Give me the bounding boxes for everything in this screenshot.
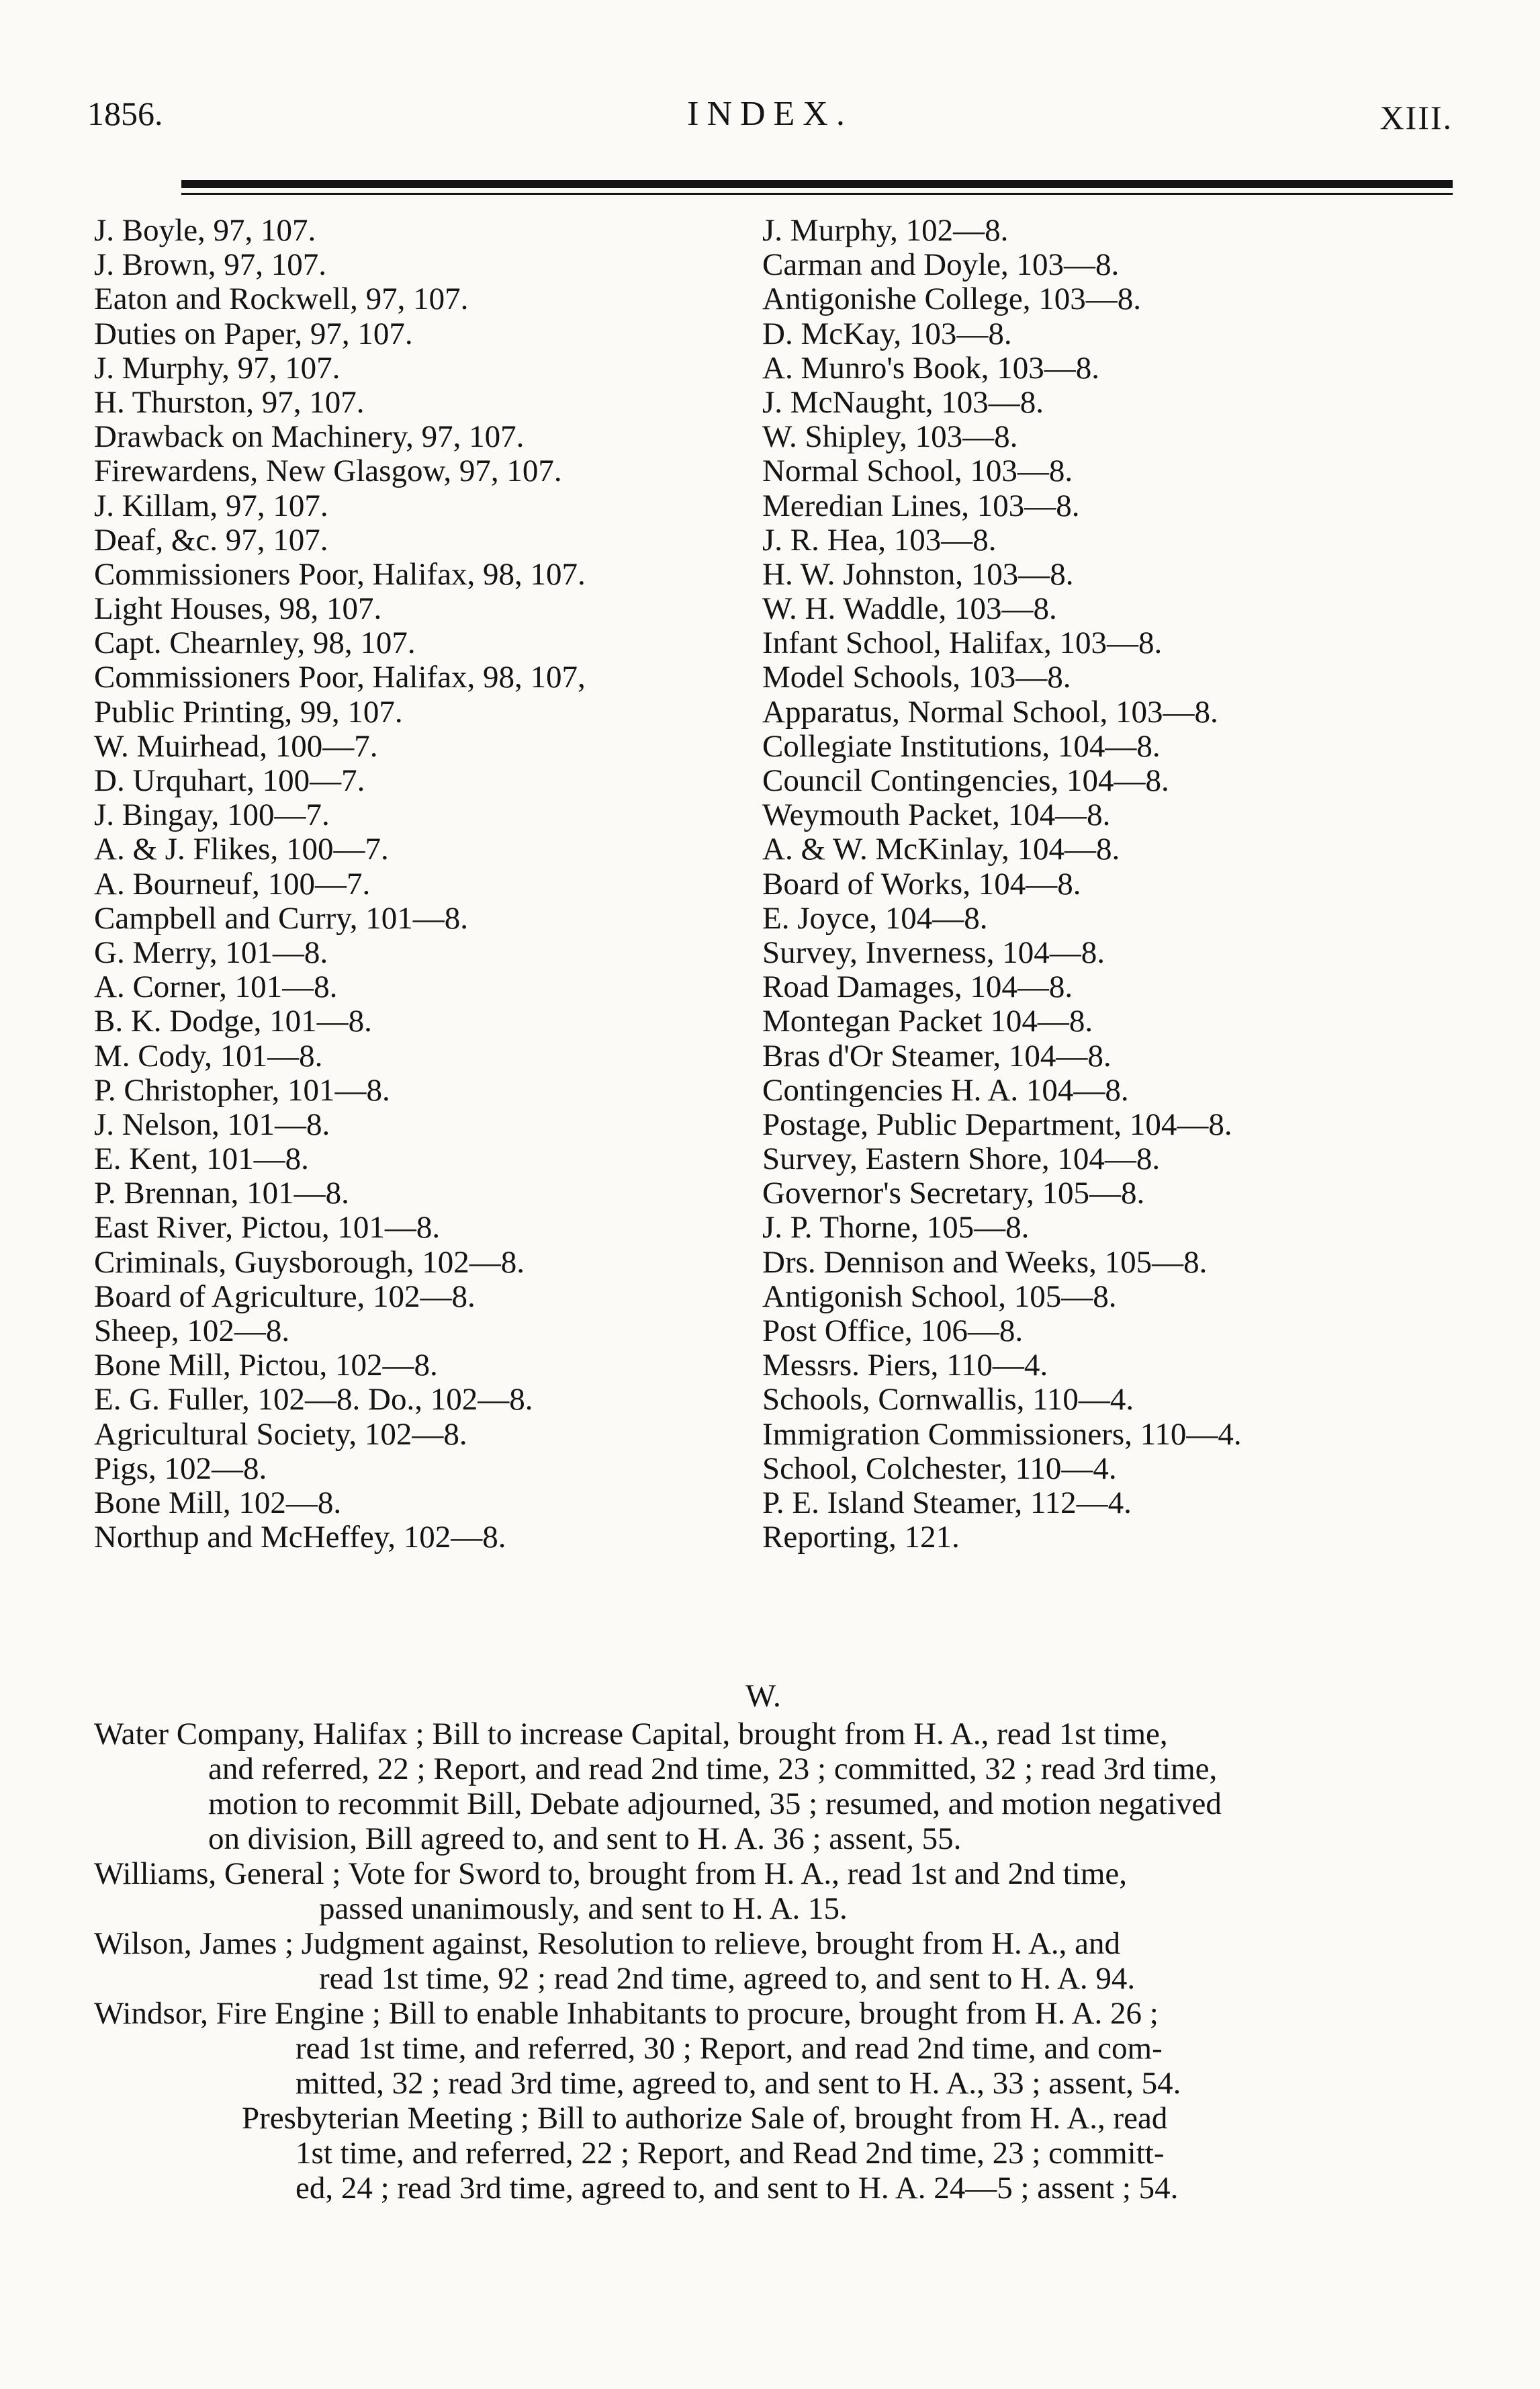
index-item: Eaton and Rockwell, 97, 107.	[94, 281, 469, 317]
index-item: A. Munro's Book, 103—8.	[762, 350, 1099, 386]
index-item: Schools, Cornwallis, 110—4.	[762, 1382, 1134, 1418]
index-item: J. P. Thorne, 105—8.	[762, 1210, 1030, 1246]
index-item: Contingencies H. A. 104—8.	[762, 1072, 1129, 1108]
entry-line: read 1st time, and referred, 30 ; Report, and read 2nd time, and com-	[296, 2031, 1163, 2066]
entry-presbyterian	[94, 2101, 1431, 2206]
index-item: Firewardens, New Glasgow, 97, 107.	[94, 453, 562, 489]
index-item: Northup and McHeffey, 102—8.	[94, 1520, 506, 1555]
index-item: J. McNaught, 103—8.	[762, 384, 1044, 420]
index-item: E. Joyce, 104—8.	[762, 900, 988, 936]
index-item: Montegan Packet 104—8.	[762, 1004, 1093, 1039]
entry-line: Williams, General ; Vote for Sword to, brought from H. A., read 1st and 2nd time,	[94, 1856, 1127, 1891]
index-item: Board of Works, 104—8.	[762, 866, 1081, 902]
index-item: Public Printing, 99, 107.	[94, 694, 403, 730]
entry-line: 1st time, and referred, 22 ; Report, and Read 2nd time, 23 ; committ-	[296, 2136, 1165, 2171]
index-item: W. Shipley, 103—8.	[762, 419, 1018, 455]
entry-line: and referred, 22 ; Report, and read 2nd time, 23 ; committed, 32 ; read 3rd time,	[208, 1751, 1218, 1786]
index-item: Survey, Inverness, 104—8.	[762, 935, 1105, 970]
index-item: J. R. Hea, 103—8.	[762, 522, 997, 558]
index-item: Commissioners Poor, Halifax, 98, 107.	[94, 556, 586, 592]
entry-line: read 1st time, 92 ; read 2nd time, agreed to, and sent to H. A. 94.	[319, 1961, 1136, 1996]
index-item: J. Boyle, 97, 107.	[94, 213, 316, 248]
index-entries	[94, 1717, 1431, 2206]
entry-line: Wilson, James ; Judgment against, Resolution to relieve, brought from H. A., and	[94, 1926, 1121, 1961]
entry-line: motion to recommit Bill, Debate adjourned, 35 ; resumed, and motion negatived	[208, 1786, 1222, 1821]
index-item: J. Nelson, 101—8.	[94, 1106, 330, 1142]
index-item: Meredian Lines, 103—8.	[762, 488, 1080, 523]
index-item: Agricultural Society, 102—8.	[94, 1416, 467, 1452]
index-item: Antigonish School, 105—8.	[762, 1278, 1117, 1314]
entry-line: on division, Bill agreed to, and sent to H. A. 36 ; assent, 55.	[208, 1821, 962, 1856]
entry-williams	[94, 1856, 1431, 1926]
index-item: Pigs, 102—8.	[94, 1450, 267, 1486]
index-right-column	[762, 214, 1242, 1555]
index-item: H. Thurston, 97, 107.	[94, 384, 365, 420]
index-item: Model Schools, 103—8.	[762, 660, 1071, 695]
index-item: Bone Mill, Pictou, 102—8.	[94, 1348, 438, 1383]
index-item: M. Cody, 101—8.	[94, 1038, 323, 1074]
index-item: Messrs. Piers, 110—4.	[762, 1348, 1048, 1383]
index-item: H. W. Johnston, 103—8.	[762, 556, 1074, 592]
index-item: Infant School, Halifax, 103—8.	[762, 625, 1163, 661]
index-item: A. & W. McKinlay, 104—8.	[762, 832, 1120, 867]
entry-wilson	[94, 1926, 1431, 1996]
index-item: A. & J. Flikes, 100—7.	[94, 832, 389, 867]
index-item: Collegiate Institutions, 104—8.	[762, 728, 1161, 764]
index-item: Carman and Doyle, 103—8.	[762, 247, 1120, 283]
index-item: J. Bingay, 100—7.	[94, 797, 330, 833]
index-item: P. Brennan, 101—8.	[94, 1176, 349, 1211]
entry-windsor	[94, 1996, 1431, 2101]
index-item: D. Urquhart, 100—7.	[94, 763, 365, 798]
index-item: E. Kent, 101—8.	[94, 1141, 309, 1177]
index-item: Governor's Secretary, 105—8.	[762, 1176, 1145, 1211]
page-number: XIII.	[1379, 99, 1453, 136]
index-item: Postage, Public Department, 104—8.	[762, 1106, 1232, 1142]
index-item: Duties on Paper, 97, 107.	[94, 316, 413, 351]
index-item: J. Murphy, 97, 107.	[94, 350, 341, 386]
index-left-column	[94, 214, 586, 1555]
index-item: Reporting, 121.	[762, 1520, 960, 1555]
index-item: Light Houses, 98, 107.	[94, 591, 382, 627]
index-item: Normal School, 103—8.	[762, 453, 1073, 489]
index-item: Apparatus, Normal School, 103—8.	[762, 694, 1218, 730]
index-item: E. G. Fuller, 102—8. Do., 102—8.	[94, 1382, 533, 1418]
header-rule-thick	[181, 180, 1453, 188]
index-item: G. Merry, 101—8.	[94, 935, 328, 970]
index-item: Campbell and Curry, 101—8.	[94, 900, 468, 936]
index-item: B. K. Dodge, 101—8.	[94, 1004, 372, 1039]
index-item: W. Muirhead, 100—7.	[94, 728, 378, 764]
entry-water-company	[94, 1717, 1431, 1856]
page-title: INDEX.	[687, 95, 853, 133]
entry-line: ed, 24 ; read 3rd time, agreed to, and sent to H. A. 24—5 ; assent ; 54.	[296, 2171, 1179, 2206]
index-item: Survey, Eastern Shore, 104—8.	[762, 1141, 1161, 1177]
index-item: D. McKay, 103—8.	[762, 316, 1012, 351]
index-item: J. Murphy, 102—8.	[762, 213, 1009, 248]
index-item: J. Brown, 97, 107.	[94, 247, 326, 283]
index-item: Council Contingencies, 104—8.	[762, 763, 1169, 798]
entry-line: Windsor, Fire Engine ; Bill to enable Inhabitants to procure, brought from H. A. 26 ;	[94, 1996, 1159, 2031]
index-item: School, Colchester, 110—4.	[762, 1450, 1117, 1486]
entry-line: Presbyterian Meeting ; Bill to authorize Sale of, brought from H. A., read	[242, 2101, 1168, 2136]
index-item: Capt. Chearnley, 98, 107.	[94, 625, 416, 661]
index-item: Sheep, 102—8.	[94, 1313, 290, 1348]
entry-line: mitted, 32 ; read 3rd time, agreed to, and sent to H. A., 33 ; assent, 54.	[296, 2066, 1181, 2101]
index-item: W. H. Waddle, 103—8.	[762, 591, 1057, 627]
entry-line: passed unanimously, and sent to H. A. 15.	[319, 1891, 848, 1926]
index-item: J. Killam, 97, 107.	[94, 488, 328, 523]
index-item: Commissioners Poor, Halifax, 98, 107,	[94, 660, 586, 695]
index-item: Post Office, 106—8.	[762, 1313, 1024, 1348]
index-item: Weymouth Packet, 104—8.	[762, 797, 1111, 833]
index-item: Antigonishe College, 103—8.	[762, 281, 1141, 317]
index-item: Deaf, &c. 97, 107.	[94, 522, 328, 558]
index-item: A. Corner, 101—8.	[94, 969, 338, 1005]
index-item: Road Damages, 104—8.	[762, 969, 1073, 1005]
page-year: 1856.	[87, 95, 163, 132]
index-item: Bone Mill, 102—8.	[94, 1485, 342, 1520]
index-item: Drs. Dennison and Weeks, 105—8.	[762, 1244, 1208, 1280]
page-header	[87, 94, 1453, 148]
index-item: Immigration Commissioners, 110—4.	[762, 1416, 1242, 1452]
index-item: Board of Agriculture, 102—8.	[94, 1278, 475, 1314]
index-item: P. Christopher, 101—8.	[94, 1072, 390, 1108]
index-item: P. E. Island Steamer, 112—4.	[762, 1485, 1132, 1520]
index-item: A. Bourneuf, 100—7.	[94, 866, 371, 902]
entry-line: Water Company, Halifax ; Bill to increase Capital, brought from H. A., read 1st time,	[94, 1717, 1168, 1751]
index-item: East River, Pictou, 101—8.	[94, 1210, 441, 1246]
index-item: Drawback on Machinery, 97, 107.	[94, 419, 525, 455]
header-rule-thin	[181, 193, 1453, 195]
index-item: Bras d'Or Steamer, 104—8.	[762, 1038, 1112, 1074]
section-letter: W.	[745, 1678, 781, 1714]
index-item: Criminals, Guysborough, 102—8.	[94, 1244, 525, 1280]
